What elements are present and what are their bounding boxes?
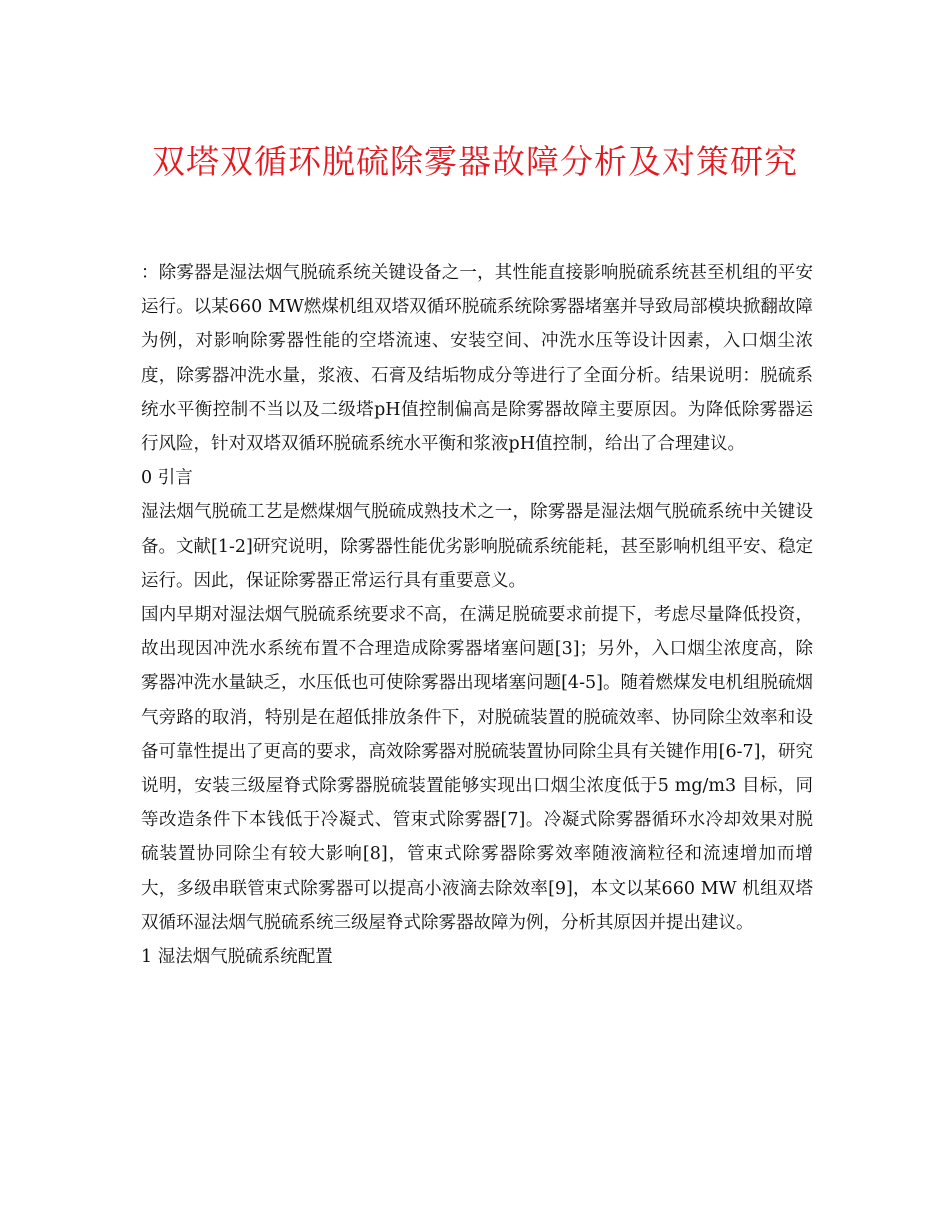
abstract-paragraph: ：除雾器是湿法烟气脱硫系统关键设备之一，其性能直接影响脱硫系统甚至机组的平安运行。以某660 MW燃煤机组双塔双循环脱硫系统除雾器堵塞并导致局部模块掀翻故障为例，对影响除雾器性能的空塔流速、安装空间、冲洗水压等设计因素，入口烟尘浓度，除雾器冲洗水量，浆液、石膏及结垢物成分等进行了全面分析。结果说明：脱硫系统水平衡控制不当以及二级塔pH值控制偏高是除雾器故障主要原因。为降低除雾器运行风险，针对双塔双循环脱硫系统水平衡和浆液pH值控制，给出了合理建议。 (141, 263, 813, 455)
section-heading-introduction: 0 引言 (141, 468, 193, 489)
introduction-paragraph-1: 湿法烟气脱硫工艺是燃煤烟气脱硫成熟技术之一，除雾器是湿法烟气脱硫系统中关键设备。文献[1-2]研究说明，除雾器性能优劣影响脱硫系统能耗，甚至影响机组平安、稳定运行。因此，保证除雾器正常运行具有重要意义。 (141, 502, 813, 591)
introduction-paragraph-2: 国内早期对湿法烟气脱硫系统要求不高，在满足脱硫要求前提下，考虑尽量降低投资，故出现因冲洗水系统布置不合理造成除雾器堵塞问题[3]；另外，入口烟尘浓度高，除雾器冲洗水量缺乏，水压低也可使除雾器出现堵塞问题[4-5]。随着燃煤发电机组脱硫烟气旁路的取消，特别是在超低排放条件下，对脱硫装置的脱硫效率、协同除尘效率和设备可靠性提出了更高的要求，高效除雾器对脱硫装置协同除尘具有关键作用[6-7]，研究说明，安装三级屋脊式除雾器脱硫装置能够实现出口烟尘浓度低于5 mg/m3 目标，同等改造条件下本钱低于冷凝式、管束式除雾器[7]。冷凝式除雾器循环水冷却效果对脱硫装置协同除尘有较大影响[8]，管束式除雾器除雾效率随液滴粒径和流速增加而增大，多级串联管束式除雾器可以提高小液滴去除效率[9]，本文以某660 MW 机组双塔双循环湿法烟气脱硫系统三级屋脊式除雾器故障为例，分析其原因并提出建议。 (141, 605, 813, 933)
section-heading-system-configuration: 1 湿法烟气脱硫系统配置 (141, 947, 333, 968)
document-title: 双塔双循环脱硫除雾器故障分析及对策研究 (152, 142, 798, 181)
document-body (141, 256, 813, 974)
